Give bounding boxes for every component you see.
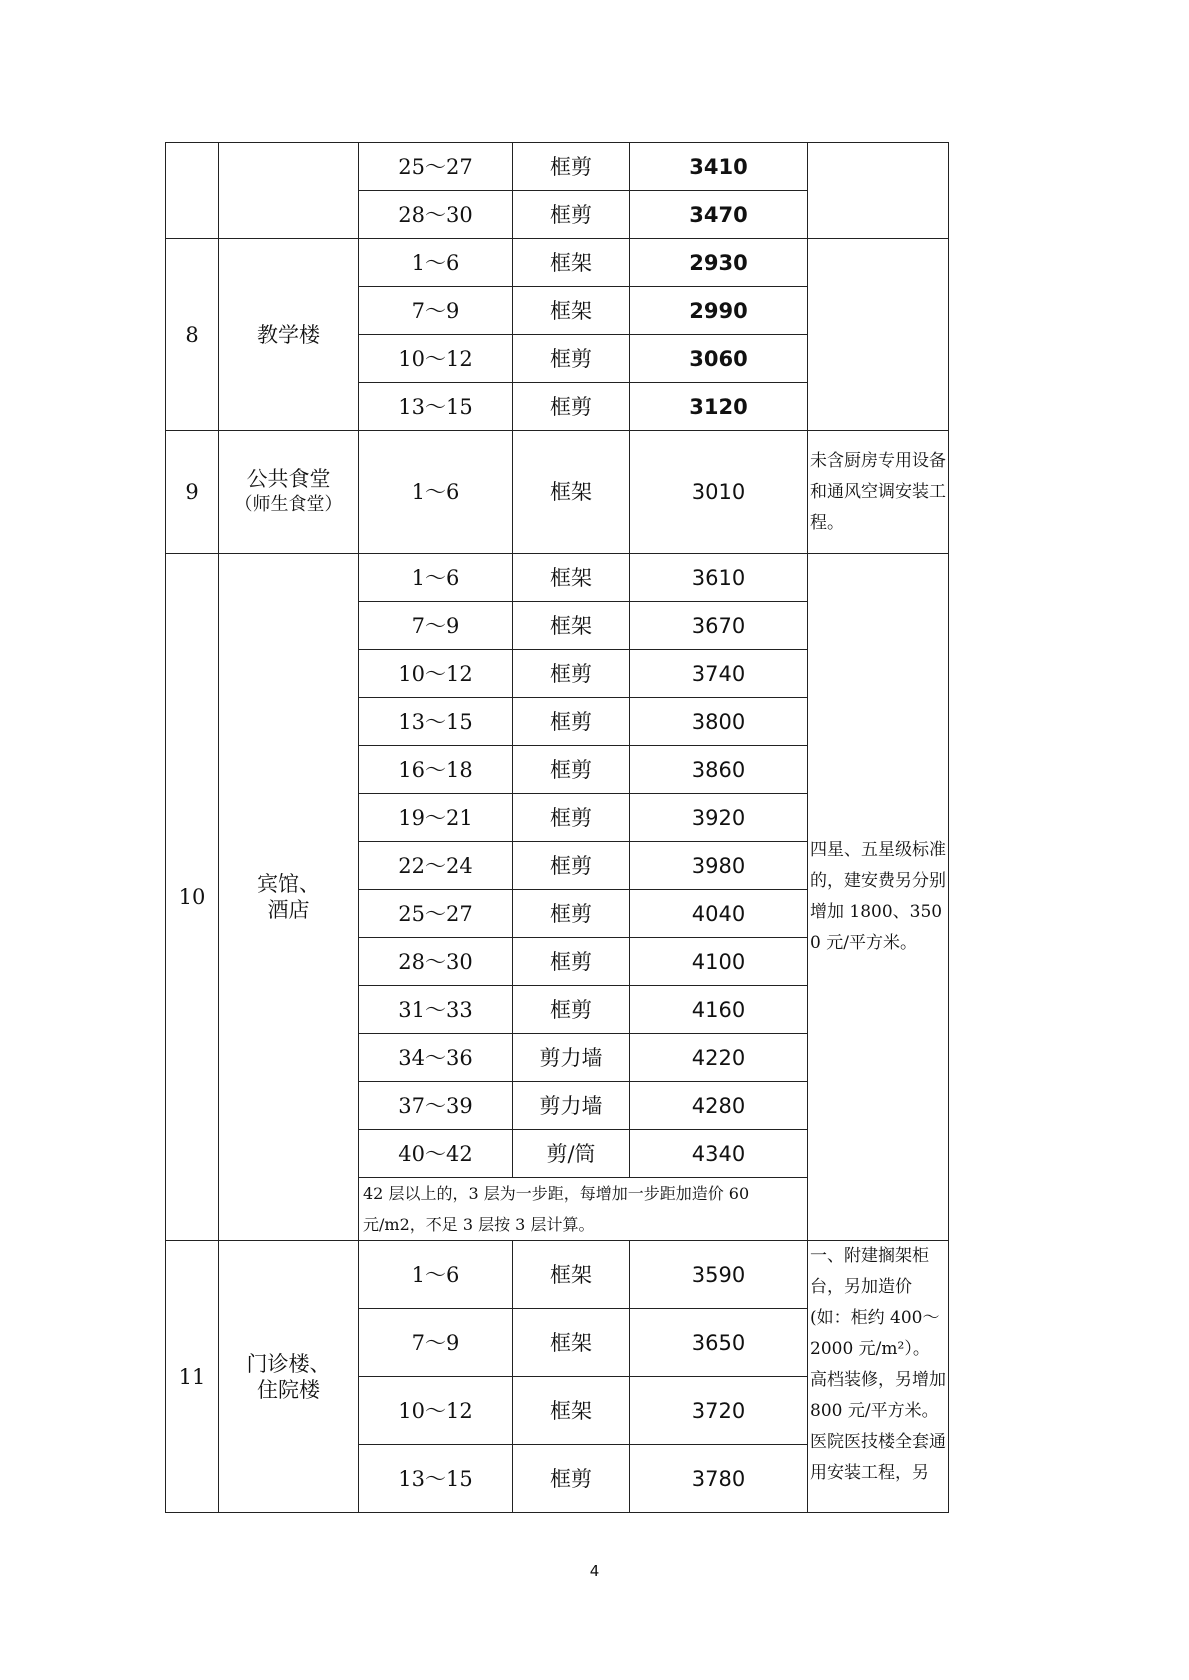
floors-cell: 7～9: [359, 1309, 513, 1377]
note-cell: [808, 239, 949, 431]
name-text: 酒店: [267, 898, 310, 922]
price-cell: 3010: [630, 431, 808, 554]
structure-cell: 框架: [513, 287, 630, 335]
structure-cell: 框剪: [513, 746, 630, 794]
name-text: 门诊楼、: [246, 1351, 331, 1376]
structure-cell: 框架: [513, 431, 630, 554]
no-cell: 10: [166, 554, 219, 1241]
price-cell: 3670: [630, 602, 808, 650]
structure-cell: 框剪: [513, 191, 630, 239]
price-cell: 3410: [630, 143, 808, 191]
table-row: [166, 554, 949, 602]
structure-cell: 框剪: [513, 383, 630, 431]
structure-cell: 框剪: [513, 1445, 630, 1513]
structure-cell: 框剪: [513, 890, 630, 938]
floors-cell: 31～33: [359, 986, 513, 1034]
structure-cell: 剪力墙: [513, 1082, 630, 1130]
floors-cell: 22～24: [359, 842, 513, 890]
price-cell: 3800: [630, 698, 808, 746]
floors-cell: 7～9: [359, 287, 513, 335]
price-cell: 3470: [630, 191, 808, 239]
floors-cell: 25～27: [359, 143, 513, 191]
structure-cell: 剪力墙: [513, 1034, 630, 1082]
structure-cell: 剪/筒: [513, 1130, 630, 1178]
price-cell: 3740: [630, 650, 808, 698]
floors-cell: 10～12: [359, 1377, 513, 1445]
structure-cell: 框剪: [513, 335, 630, 383]
price-cell: 4100: [630, 938, 808, 986]
floors-cell: 13～15: [359, 698, 513, 746]
structure-cell: 框剪: [513, 698, 630, 746]
floors-cell: 1～6: [359, 1241, 513, 1309]
floors-cell: 7～9: [359, 602, 513, 650]
structure-cell: 框剪: [513, 986, 630, 1034]
note-cell: [808, 143, 949, 239]
structure-cell: 框架: [513, 1377, 630, 1445]
price-cell: 2930: [630, 239, 808, 287]
note-cell: 四星、五星级标准的，建安费另分别增加 1800、3500 元/平方米。: [808, 554, 949, 1241]
structure-cell: 框架: [513, 602, 630, 650]
page-number: 4: [589, 1562, 600, 1580]
price-cell: 3120: [630, 383, 808, 431]
note-cell: 未含厨房专用设备和通风空调安装工程。: [808, 431, 949, 554]
name-text: 住院楼: [257, 1377, 320, 1402]
structure-cell: 框剪: [513, 794, 630, 842]
structure-cell: 框剪: [513, 938, 630, 986]
floors-cell: 28～30: [359, 191, 513, 239]
no-cell: 9: [166, 431, 219, 554]
price-cell: 4280: [630, 1082, 808, 1130]
price-cell: 3780: [630, 1445, 808, 1513]
floors-cell: 19～21: [359, 794, 513, 842]
price-cell: 3920: [630, 794, 808, 842]
no-cell: 8: [166, 239, 219, 431]
floors-cell: 10～12: [359, 335, 513, 383]
structure-cell: 框架: [513, 1241, 630, 1309]
no-cell: [166, 143, 219, 239]
name-text: 公共食堂: [246, 467, 331, 491]
floors-cell: 13～15: [359, 383, 513, 431]
price-cell: 3610: [630, 554, 808, 602]
name-cell: 教学楼: [219, 239, 359, 431]
floors-cell: 10～12: [359, 650, 513, 698]
name-cell: [219, 431, 359, 554]
price-table: [165, 142, 949, 1513]
no-cell: 11: [166, 1241, 219, 1513]
floors-cell: 16～18: [359, 746, 513, 794]
structure-cell: 框剪: [513, 143, 630, 191]
extra-note-cell: 42 层以上的，3 层为一步距，每增加一步距加造价 60 元/m2，不足 3 层按 3 层计算。: [359, 1178, 808, 1241]
price-cell: 3860: [630, 746, 808, 794]
structure-cell: 框剪: [513, 650, 630, 698]
floors-cell: 34～36: [359, 1034, 513, 1082]
table-row: [166, 1241, 949, 1309]
price-cell: 4220: [630, 1034, 808, 1082]
price-cell: 3720: [630, 1377, 808, 1445]
floors-cell: 1～6: [359, 431, 513, 554]
note-cell: 一、附建搁架柜台，另加造价(如：柜约 400～2000 元/m²）。高档装修，另增加 800 元/平方米。医院医技楼全套通用安装工程，另: [808, 1241, 949, 1513]
structure-cell: 框架: [513, 554, 630, 602]
name-cell: [219, 1241, 359, 1513]
floors-cell: 1～6: [359, 239, 513, 287]
table-row: [166, 239, 949, 287]
floors-cell: 25～27: [359, 890, 513, 938]
table-row: [166, 143, 949, 191]
price-cell: 2990: [630, 287, 808, 335]
price-cell: 4160: [630, 986, 808, 1034]
floors-cell: 13～15: [359, 1445, 513, 1513]
floors-cell: 40～42: [359, 1130, 513, 1178]
floors-cell: 1～6: [359, 554, 513, 602]
price-cell: 3650: [630, 1309, 808, 1377]
name-cell: [219, 554, 359, 1241]
price-cell: 3980: [630, 842, 808, 890]
price-cell: 3060: [630, 335, 808, 383]
structure-cell: 框架: [513, 239, 630, 287]
structure-cell: 框架: [513, 1309, 630, 1377]
price-cell: 4340: [630, 1130, 808, 1178]
structure-cell: 框剪: [513, 842, 630, 890]
table-row: [166, 431, 949, 554]
name-text: 宾馆、: [257, 872, 320, 896]
floors-cell: 37～39: [359, 1082, 513, 1130]
price-cell: 3590: [630, 1241, 808, 1309]
price-cell: 4040: [630, 890, 808, 938]
name-cell: [219, 143, 359, 239]
subname-text: （师生食堂）: [234, 494, 343, 515]
floors-cell: 28～30: [359, 938, 513, 986]
